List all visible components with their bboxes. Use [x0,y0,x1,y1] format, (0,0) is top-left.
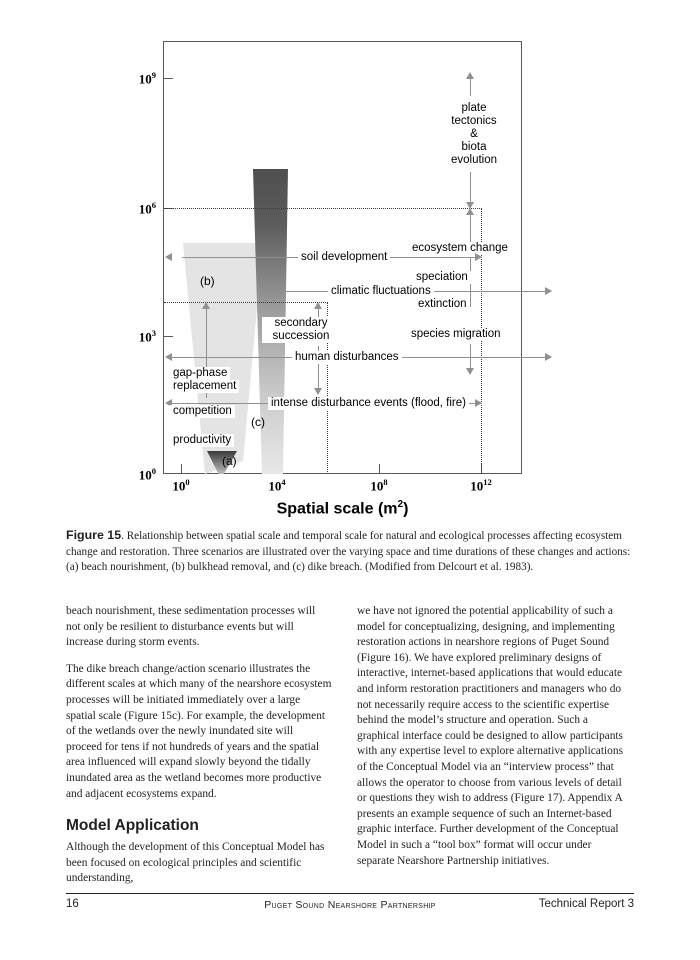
competition-label: competition [170,405,235,418]
y-tick-exp-1e9: 9 [151,70,156,80]
speciation-label: speciation [413,271,471,284]
x-axis-title-tail: ) [403,500,409,518]
body-column-left [66,604,332,887]
productivity-label: productivity [170,434,234,447]
x-tick-exp-1e4: 4 [281,477,286,487]
plate-tectonics-label-4: biota [436,141,512,154]
left-paragraph-2: The dike breach change/action scenario illustrates the different scales at which many of the nearshore ecosystem processes will be initiated immediately over a large spatial scale (Figure 15c). For example, the development of the wetlands over the newly inundated site will proceed for tens if not hundreds of years and the spatial area influenced will expand slowly beyond the tidally inundated area as the wetland becomes more productive and adjacent ecosystems expand. [66,662,332,800]
figure-caption-number: Figure 15 [66,528,122,542]
footer-page-number: 16 [66,898,79,910]
figure-caption [66,528,634,576]
footer-report-title: Technical Report 3 [538,898,634,910]
x-tick-label-1e12: $10^{12}$ [470,477,492,494]
ecosystem-change-label: ecosystem change [409,242,511,255]
gap-phase-arrow-up [202,302,210,309]
scenario-tag-b: (b) [200,274,215,288]
x-axis-title-main: Spatial scale (m [276,500,398,518]
plate-tectonics-label-3: & [436,128,512,141]
secondary-succession-label-1: secondary [262,317,340,330]
x-axis-title-sup: 2 [397,499,404,510]
x-tick-label-1e4: $10^4$ [268,477,286,494]
plate-tectonics-line-bottom [470,172,471,202]
y-tick-exp-1e3: 3 [151,328,156,338]
y-tick-label-1e3: $10^3$ [138,328,156,345]
y-tick-label-1e0: $10^0$ [138,466,156,483]
left-paragraph-1: beach nourishment, these sedimentation processes will not only be resilient to disturbance events but will increase during storm events. [66,605,316,649]
x-tick-label-1e0: $10^0$ [172,477,190,494]
climatic-fluctuations-arrow-right [545,287,552,295]
soil-development-arrow-left [165,253,172,261]
ecosystem-change-arrow-up [466,208,474,215]
secondary-succession-label-2: succession [262,330,340,343]
secondary-succession-arrow-down [314,388,322,395]
gap-phase-label-1: gap-phase [170,367,230,380]
human-disturbances-arrow-right [545,353,552,361]
y-tick-label-1e9: $10^9$ [138,70,156,87]
y-tick-label-1e6: $10^6$ [138,200,156,217]
reference-line-h-1e6 [164,208,482,209]
left-paragraph-3: Although the development of this Conceptual Model has been focused on ecological principles and scientific understanding, [66,841,325,885]
reference-line-h-mid [164,302,328,303]
x-tick-exp-1e8: 8 [383,477,388,487]
intense-disturbance-arrow-right [475,399,482,407]
x-tick-exp-1e0: 0 [185,477,190,487]
climatic-fluctuations-arrow-left [256,287,263,295]
intense-disturbance-label: intense disturbance events (flood, fire) [268,397,469,410]
plate-tectonics-label-5: evolution [436,154,512,167]
plate-tectonics-line-top [470,78,471,96]
scenario-tag-c: (c) [251,415,265,429]
plate-tectonics-label-2: tectonics [436,115,512,128]
human-disturbances-arrow-left [165,353,172,361]
extinction-label: extinction [415,298,470,311]
ecosystem-change-arrow-right [475,253,482,261]
human-disturbances-label: human disturbances [292,351,402,364]
page-footer [66,898,634,918]
footer-organization: Puget Sound Nearshore Partnership [264,899,436,911]
y-tick-exp-1e6: 6 [151,200,156,210]
plate-tectonics-label-1: plate [436,102,512,115]
x-axis-title [163,499,522,518]
footer-divider [66,893,634,894]
body-column-right [357,604,623,880]
y-tick-exp-1e0: 0 [151,466,156,476]
scenario-tag-a: (a) [222,454,237,468]
x-tick-exp-1e12: 12 [483,477,492,487]
x-tick-label-1e8: $10^8$ [370,477,388,494]
soil-development-label: soil development [298,251,390,264]
species-migration-label: species migration [408,328,503,341]
figure-caption-text: . Relationship between spatial scale and temporal scale for natural and ecological processes affecting ecosystem change and restoration. Three scenarios are illustrated over the varying space and time durations of these changes and actions: (a) beach nourishment, (b) bulkhead removal, and (c) dike breach. (Modified from Delcourt et al. 1983). [66,530,631,573]
right-paragraph-1: we have not ignored the potential applicability of such a model for conceptualizing, designing, and implementing restoration actions in nearshore regions of Puget Sound (Figure 16). We have explored preliminary designs of interactive, internet-based applications that would educate and inform restoration practitioners and managers who do not necessarily require access to the scientific expertise behind the model’s structure and operation. Such a graphical interface could be designed to allow participants with any expertise level to explore alternative applications of the Conceptual Model via an “interview process” that allows the operator to choose from various levels of detail or questions they wish to address (Figure 17). Appendix A presents an example sequence of such an Internet-based graphic interface. Further development of the Conceptual Model in such a “tool box” format will occur under separate Nearshore Partnership initiatives. [357,605,624,867]
section-heading-model-application: Model Application [66,817,199,835]
species-migration-arrow-down [466,368,474,375]
gap-phase-label-2: replacement [170,380,239,393]
climatic-fluctuations-label: climatic fluctuations [328,285,434,298]
